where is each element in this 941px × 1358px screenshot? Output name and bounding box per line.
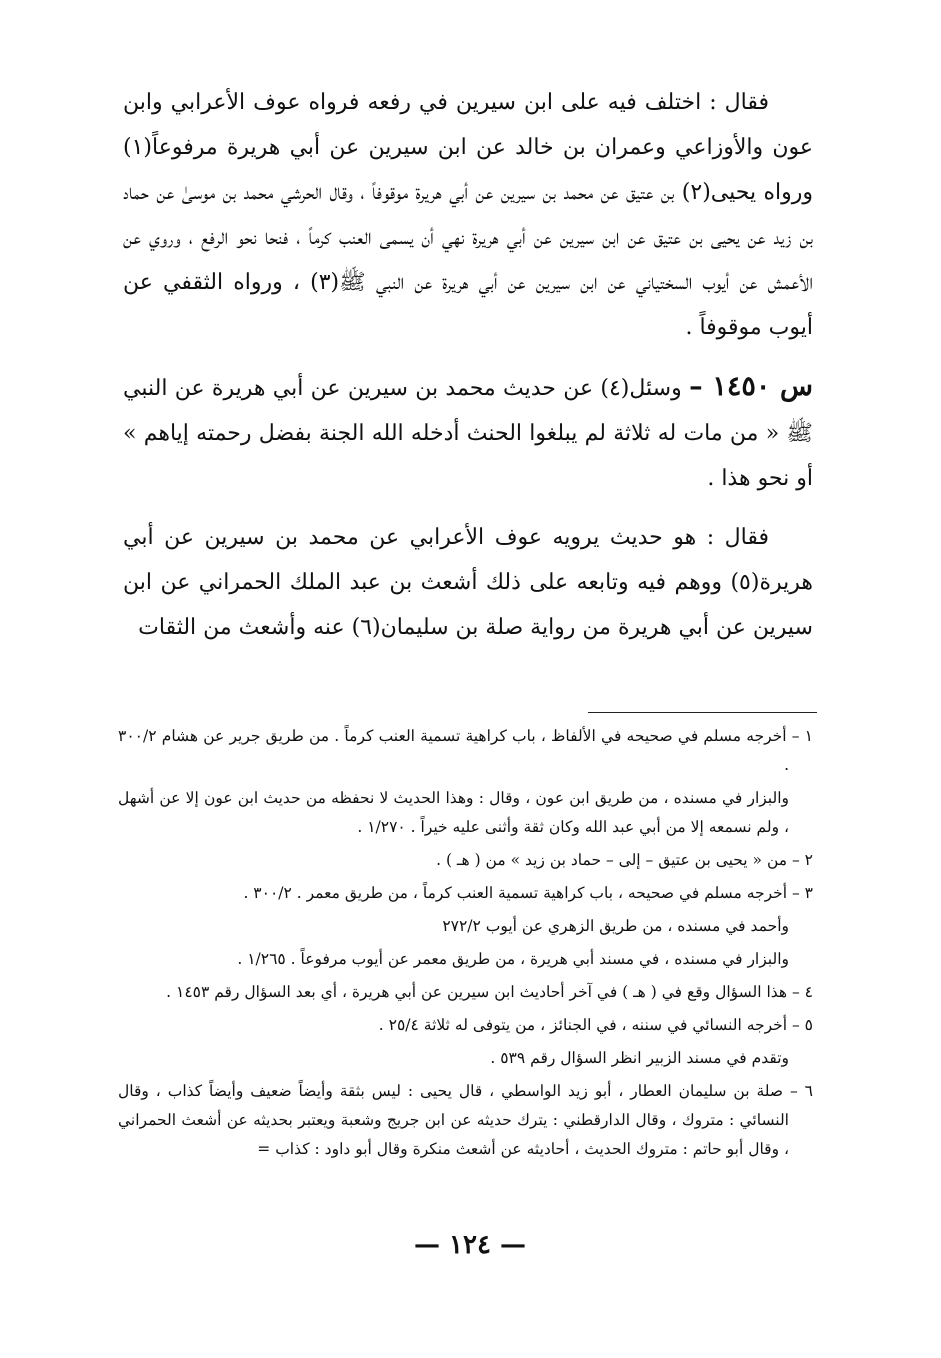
footnote-3: ٣ – أخرجه مسلم في صحيحه ، باب كراهية تسمية العنب كرماً ، من طريق معمر . ٣٠٠/٢ . [243,884,813,902]
page-number: — ١٢٤ — [413,1230,527,1260]
question-text: وسئل(٤) عن حديث محمد بن سيرين عن أبي هريرة عن النبي ﷺ « من مات له ثلاثة لم يبلغوا الحنث أدخله الله الجنة بفضل رحمته إياهم » أو نحو هذا . [123,376,813,491]
footnote-1-continued: والبزار في مسنده ، من طريق ابن عون ، وقال : وهذا الحديث لا نحفظه من حديث ابن عون إلا عن أشهل ، ولم نسمعه إلا من أبي عبد الله وكان ثقة وأثنى عليه خيراً . ١/٢٧٠ . [118,789,789,836]
footnote-5-continued: وتقدم في مسند الزبير انظر السؤال رقم ٥٣٩ . [490,1049,789,1067]
footnote-3-continued-b: والبزار في مسنده ، في مسند أبي هريرة ، من طريق معمر عن أيوب مرفوعاً . ١/٢٦٥ . [237,950,789,968]
footnote-6: ٦ – صلة بن سليمان العطار ، أبو زيد الواسطي ، قال يحيى : ليس بثقة وأيضاً ضعيف وأيضاً كذاب ، وقال النسائي : متروك ، وقال الدارقطني : يترك حديثه عن ابن جريج وشعبة ويعتبر بحديثه عن أشعث الحمراني ، وقال أبو حاتم : متروك الحديث ، أحاديثه عن أشعث منكرة وقال أبو داود : كذاب = [118,1082,813,1158]
question-paragraph [123,364,813,501]
footnote-separator [588,712,817,713]
footnote-4: ٤ – هذا السؤال وقع في ( هـ ) في آخر أحاديث ابن سيرين عن أبي هريرة ، أي بعد السؤال رقم ١٤٥٣ . [166,983,813,1001]
question-number: س ١٤٥٠ – [689,371,814,402]
footnote-2: ٢ – من « يحيى بن عتيق – إلى – حماد بن زيد » من ( هـ ) . [436,851,813,869]
footnotes [118,722,813,1168]
footnote-1: ١ – أخرجه مسلم في صحيحه في الألفاظ ، باب كراهية تسمية العنب كرماً . من طريق جرير عن هشام ٣٠٠/٢ . [118,727,813,774]
answer-paragraph-2: فقال : هو حديث يرويه عوف الأعرابي عن محمد بن سيرين عن أبي هريرة(٥) ووهم فيه وتابعه على ذلك أشعث بن عبد الملك الحمراني عن ابن سيرين عن أبي هريرة من رواية صلة بن سليمان(٦) عنه وأشعث من الثقات [123,525,813,640]
main-text [123,80,813,664]
answer-paragraph-1: فقال : اختلف فيه على ابن سيرين في رفعه فرواه عوف الأعرابي وابن عون والأوزاعي وعمران بن خالد عن ابن سيرين عن أبي هريرة مرفوعاً(١) ورواه يحيى(٢) بن عتيق عن محمد بن سيرين عن أبي هريرة موقوفاً ، وقال الحرشي محمد بن موسىٰ عن حماد بن زيد عن يحيى بن عتيق عن ابن سيرين عن أبي هريرة نهي أن يسمى العنب كرماً ، فنحا نحو الرفع ، وروي عن الأعمش عن أيوب السختياني عن ابن سيرين عن أبي هريرة عن النبي ﷺ(٣) ، ورواه الثقفي عن أيوب موقوفاً . [123,90,814,340]
footnote-5: ٥ – أخرجه النسائي في سننه ، في الجنائز ، من يتوفى له ثلاثة ٢٥/٤ . [378,1016,813,1034]
footnote-3-continued-a: وأحمد في مسنده ، من طريق الزهري عن أيوب ٢٧٢/٢ [442,917,789,935]
